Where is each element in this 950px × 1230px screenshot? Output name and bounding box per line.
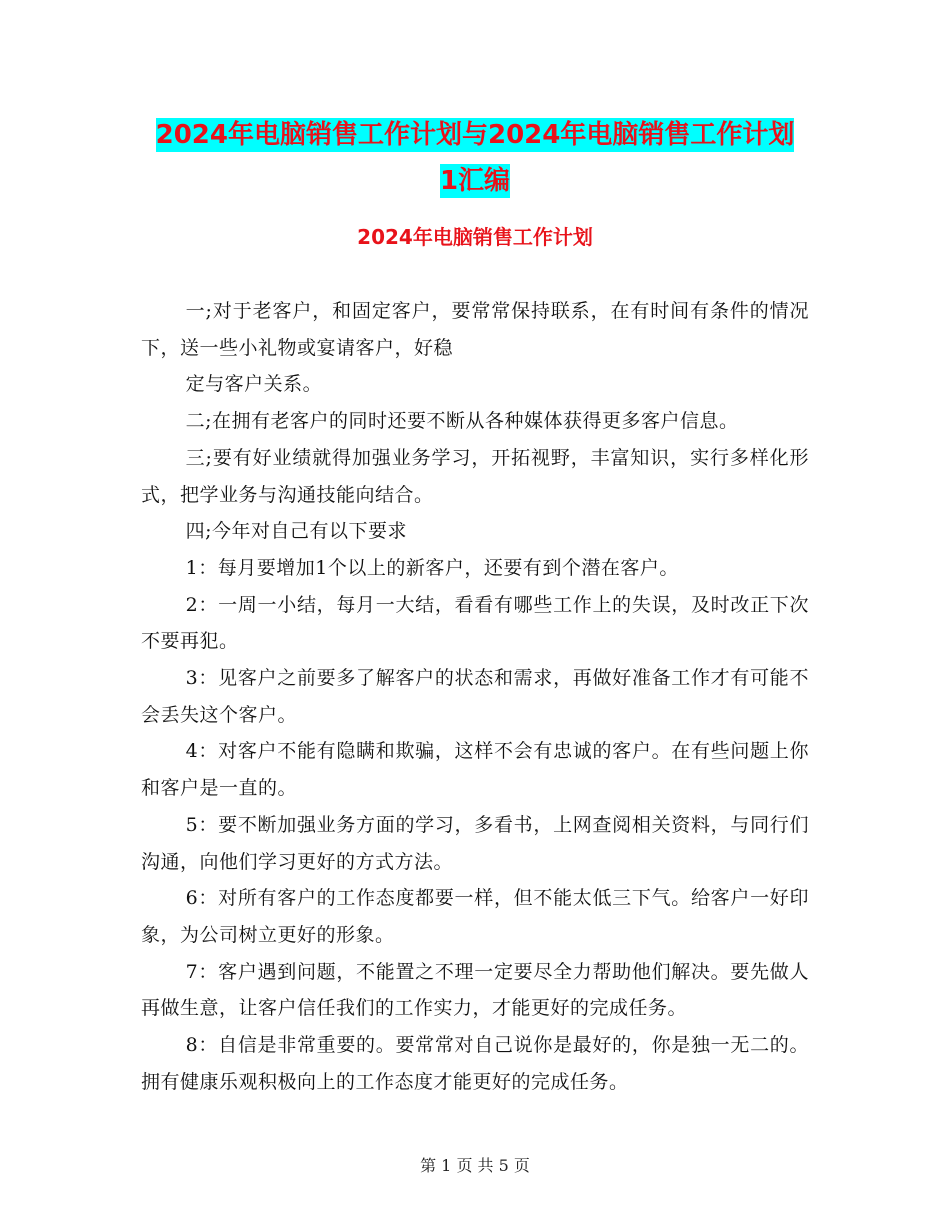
paragraph: 7：客户遇到问题，不能置之不理一定要尽全力帮助他们解决。要先做人再做生意，让客户信任我们的工作实力，才能更好的完成任务。: [141, 960, 809, 1020]
paragraph: 8：自信是非常重要的。要常常对自己说你是最好的，你是独一无二的。拥有健康乐观积极向上的工作态度才能更好的完成任务。: [141, 1034, 809, 1093]
document-title: [140, 112, 810, 204]
paragraph: 2：一周一小结，每月一大结，看看有哪些工作上的失误，及时改正下次不要再犯。: [141, 593, 809, 653]
paragraph: 4：对客户不能有隐瞒和欺骗，这样不会有忠诚的客户。在有些问题上你和客户是一直的。: [141, 740, 809, 800]
section-title: 2024年电脑销售工作计划: [357, 225, 593, 249]
paragraph: 3：见客户之前要多了解客户的状态和需求，再做好准备工作才有可能不会丢失这个客户。: [141, 667, 809, 726]
paragraph: 1：每月要增加1个以上的新客户，还要有到个潜在客户。: [185, 556, 679, 579]
page-footer: 第 1 页 共 5 页: [420, 1156, 530, 1175]
paragraph: 5：要不断加强业务方面的学习，多看书，上网查阅相关资料，与同行们沟通，向他们学习更好的方式方法。: [141, 813, 809, 873]
paragraph: 二;在拥有老客户的同时还要不断从各种媒体获得更多客户信息。: [185, 410, 739, 433]
paragraph: 定与客户关系。: [185, 373, 323, 396]
document-body: [141, 293, 809, 1100]
paragraph: 三;要有好业绩就得加强业务学习，开拓视野，丰富知识，实行多样化形式，把学业务与沟通技能向结合。: [141, 446, 809, 506]
title-line-1: 2024年电脑销售工作计划与2024年电脑销售工作计划: [155, 120, 795, 150]
paragraph: 一;对于老客户，和固定客户，要常常保持联系，在有时间有条件的情况下，送一些小礼物或宴请客户，好稳: [141, 300, 809, 359]
title-line-2: 1汇编: [439, 166, 511, 196]
paragraph: 6：对所有客户的工作态度都要一样，但不能太低三下气。给客户一好印象，为公司树立更好的形象。: [141, 887, 809, 946]
paragraph: 四;今年对自己有以下要求: [185, 520, 408, 543]
